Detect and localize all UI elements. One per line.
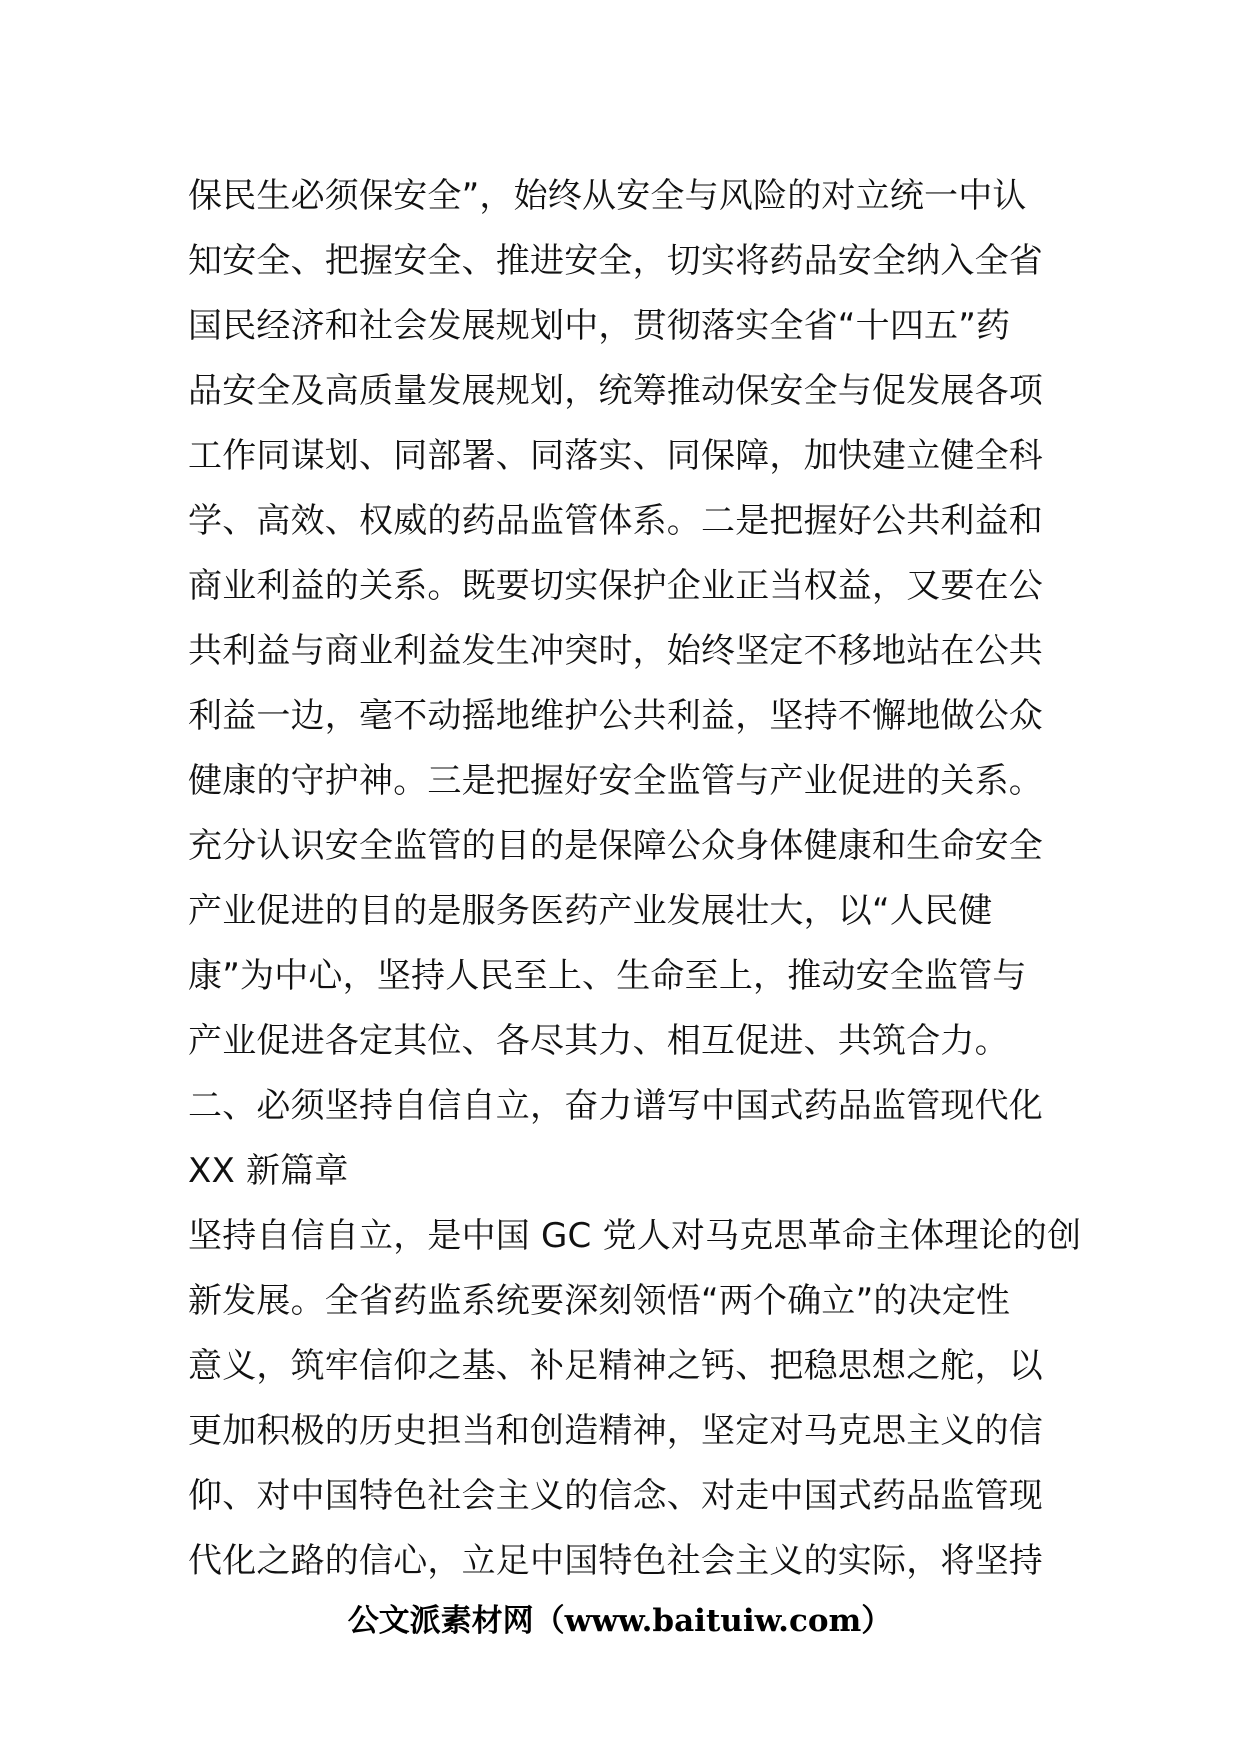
text-line: 康”为中心，坚持人民至上、生命至上，推动安全监管与: [188, 956, 1027, 996]
text-line: 更加积极的历史担当和创造精神，坚定对马克思主义的信: [188, 1411, 1043, 1451]
section-heading-line: XX 新篇章: [188, 1151, 349, 1191]
text-line: 代化之路的信心，立足中国特色社会主义的实际，将坚持: [188, 1541, 1043, 1581]
text-line: 保民生必须保安全”，始终从安全与风险的对立统一中认: [188, 176, 1027, 216]
text-line: 仰、对中国特色社会主义的信念、对走中国式药品监管现: [188, 1476, 1043, 1516]
text-line: 商业利益的关系。既要切实保护企业正当权益，又要在公: [188, 566, 1043, 606]
text-line: 学、高效、权威的药品监管体系。二是把握好公共利益和: [188, 501, 1043, 541]
document-body: [188, 164, 1082, 1594]
text-line: 知安全、把握安全、推进安全，切实将药品安全纳入全省: [188, 241, 1043, 281]
text-line: 工作同谋划、同部署、同落实、同保障，加快建立健全科: [188, 436, 1043, 476]
section-heading-line: 二、必须坚持自信自立，奋力谱写中国式药品监管现代化: [188, 1086, 1043, 1126]
text-line: 产业促进的目的是服务医药产业发展壮大，以“人民健: [188, 891, 993, 931]
text-line: 国民经济和社会发展规划中，贯彻落实全省“十四五”药: [188, 306, 1011, 346]
text-line: 意义，筑牢信仰之基、补足精神之钙、把稳思想之舵，以: [188, 1346, 1043, 1386]
text-line: 坚持自信自立，是中国 GC 党人对马克思革命主体理论的创: [188, 1216, 1082, 1256]
footer-watermark-text: 公文派素材网（www.baituiw.com）: [347, 1603, 893, 1639]
text-line: 产业促进各定其位、各尽其力、相互促进、共筑合力。: [188, 1021, 1009, 1061]
text-line: 充分认识安全监管的目的是保障公众身体健康和生命安全: [188, 826, 1043, 866]
text-line: 共利益与商业利益发生冲突时，始终坚定不移地站在公共: [188, 631, 1043, 671]
text-line: 利益一边，毫不动摇地维护公共利益，坚持不懈地做公众: [188, 696, 1043, 736]
text-line: 品安全及高质量发展规划，统筹推动保安全与促发展各项: [188, 371, 1043, 411]
text-line: 健康的守护神。三是把握好安全监管与产业促进的关系。: [188, 761, 1043, 801]
text-line: 新发展。全省药监系统要深刻领悟“两个确立”的决定性: [188, 1281, 1011, 1321]
